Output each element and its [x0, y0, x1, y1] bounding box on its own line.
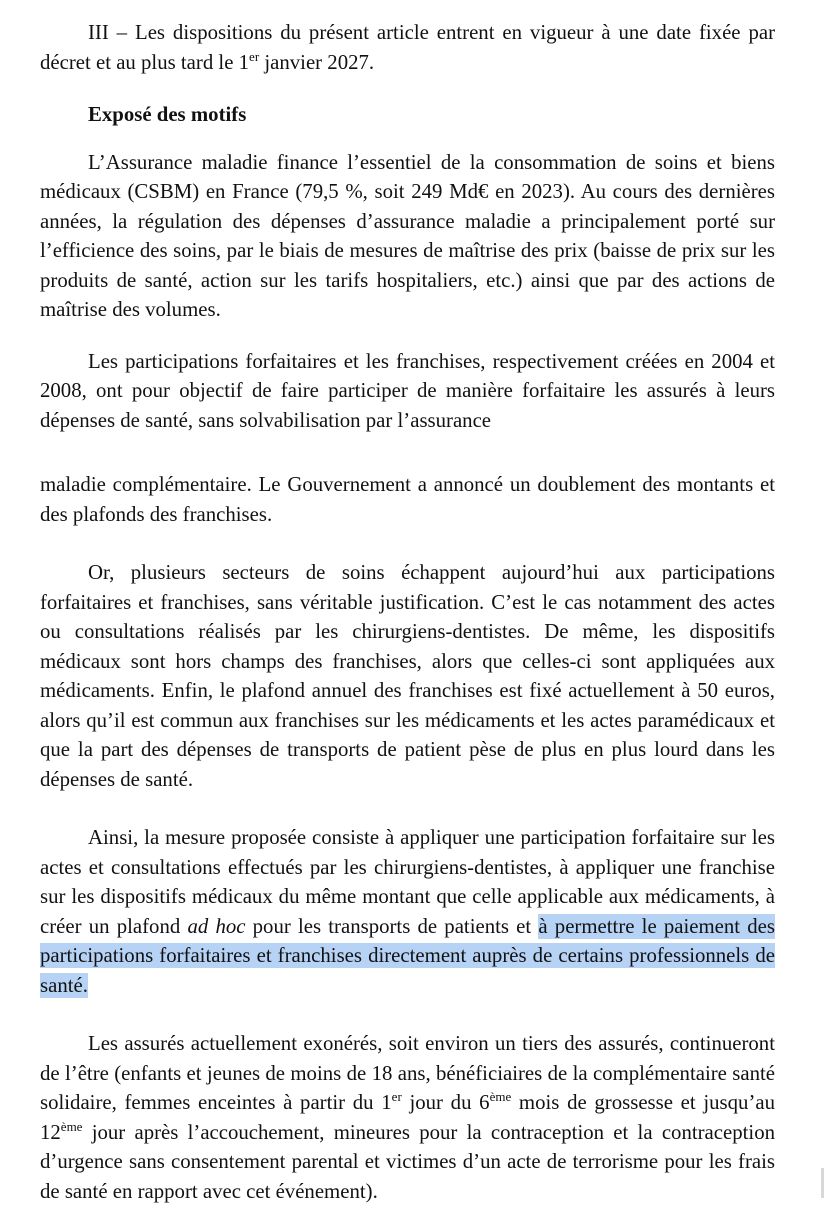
paragraph-exemptions	[40, 1029, 775, 1206]
paragraph-sectors: Or, plusieurs secteurs de soins échappent aujourd’hui aux participations forfaitaires et franchises, sans véritable justification. C’est le cas notamment des actes ou consultations réalisés par les chirurgiens-dentistes. De même, les dispositifs médicaux sont hors champs des franchises, alors que celles-ci sont appliquées aux médicaments. Enfin, le plafond annuel des franchises est fixé actuellement à 50 euros, alors qu’il est commun aux franchises sur les médicaments et les actes paramédicaux et que la part des dépenses de transports de patient pèse de plus en plus lourd dans les dépenses de santé.	[40, 561, 775, 791]
paragraph-participations: Les participations forfaitaires et les franchises, respectivement créées en 2004 et 2008, ont pour objectif de faire participer de manière forfaitaire les assurés à leurs dépenses de santé, sans solvabilisation par l’assurance	[40, 349, 775, 432]
article-text: III – Les dispositions du présent article entrent en vigueur à une date fixée par décret et au plus tard le 1	[40, 21, 775, 74]
scrollbar-edge[interactable]	[821, 1168, 824, 1198]
exemptions-text-1: Les assurés actuellement exonérés, soit environ un tiers des assurés, continueront de l’être (enfants et jeunes de moins de 18 ans, bénéficiaires de la complémentaire santé solidaire, femmes enceintes à partir du 1	[40, 1032, 775, 1114]
measure-text-middle: pour les transports de patients et	[245, 914, 539, 938]
exemptions-text-3: mois de grossesse et jusqu’au 12	[40, 1091, 775, 1144]
ordinal-superscript: er	[391, 1089, 402, 1104]
paragraph-financing: L’Assurance maladie finance l’essentiel de la consommation de soins et biens médicaux (CSBM) en France (79,5 %, soit 249 Md€ en 2023). Au cours des dernières années, la régulation des dépenses d’assurance maladie a principalement porté sur l’efficience des soins, par le biais de mesures de maîtrise des prix (baisse de prix sur les produits de santé, action sur les tarifs hospitaliers, etc.) ainsi que par des actions de maîtrise des volumes.	[40, 150, 775, 321]
highlighted-selection[interactable]: à permettre le paiement des participations forfaitaires et franchises directement auprès de certains professionnels de santé.	[40, 914, 775, 997]
section-heading: Exposé des motifs	[88, 103, 247, 126]
ordinal-superscript: ème	[60, 1118, 83, 1134]
exemptions-text-4: jour après l’accouchement, mineures pour la contraception et la contraception d’urgence sans consentement parental et victimes d’un acte de terrorisme pour les frais de santé en rapport avec cet événement).	[40, 1120, 775, 1203]
measure-text: Ainsi, la mesure proposée consiste à appliquer une participation forfaitaire sur les actes et consultations effectués par les chirurgiens-dentistes, à appliquer une franchise sur les dispositifs médicaux du même montant que celle applicable aux médicaments, à créer un plafond	[40, 826, 775, 938]
ordinal-superscript: er	[249, 48, 260, 64]
ordinal-superscript: ème	[489, 1089, 512, 1104]
document-page	[40, 18, 775, 1206]
paragraph-measure	[40, 823, 775, 1000]
article-paragraph	[40, 18, 775, 77]
paragraph-participations-continued: maladie complémentaire. Le Gouvernement a annoncé un doublement des montants et des plafonds des franchises.	[40, 473, 775, 526]
article-text-end: janvier 2027.	[259, 50, 375, 74]
exemptions-text-2: jour du 6	[401, 1091, 490, 1114]
ad-hoc-italic: ad hoc	[187, 914, 246, 938]
